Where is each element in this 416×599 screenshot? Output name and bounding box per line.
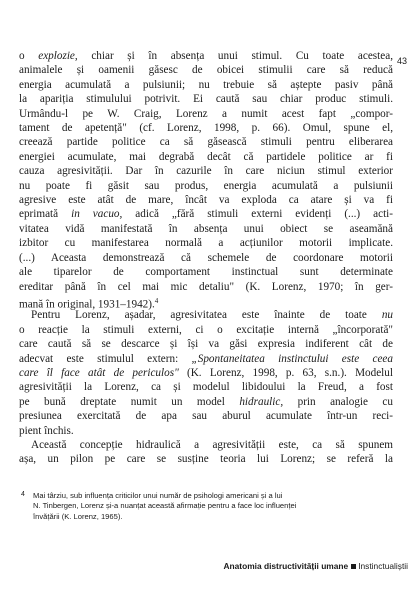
body-line: care îl face atât de periculos" (K. Lorenz, 1998, p. 63, s.n.). Modelul	[19, 366, 393, 379]
body-line: așa, un pilon pe care se susține teoria lui Lorenz; se referă la	[19, 453, 393, 466]
body-line: agresivității la Lorenz, ca și modelul libidoului la Freud, a fost	[19, 381, 393, 394]
body-line: pient închis.	[19, 424, 74, 437]
footnote-line: 4 Mai târziu, sub influența criticilor unui număr de psihologi americani și a lui	[21, 491, 283, 500]
body-line: presiunea exercitată de apa sau aburul acumulate într-un reci-	[19, 410, 393, 423]
body-line: Pentru Lorenz, așadar, agresivitatea este înainte de toate nu	[31, 309, 393, 322]
body-line: Această concepție hidraulică a agresivității este, ca să spunem	[31, 438, 393, 451]
body-line: animalele și oamenii găsesc de obicei stimulii care să reducă	[19, 64, 393, 77]
body-line: vitatea vidă manifestată în absența unui obiect se aseamănă	[19, 222, 393, 235]
running-footer	[223, 561, 408, 571]
body-line: o explozie, chiar și în absența unui stimul. Cu toate acestea,	[19, 50, 393, 62]
footer-book-title: Anatomia distructivității umane	[223, 561, 349, 571]
body-line: ereditar până în cel mai mic detaliu" (K. Lorenz, 1970; în ger-	[19, 280, 393, 293]
body-line: Urmându-l pe W. Craig, Lorenz a numit acest fapt „compor-	[19, 107, 393, 120]
body-line: care caută să se descarce și își va găsi expresia indiferent cât de	[19, 338, 393, 351]
body-line: (...) Aceasta demonstrează că schemele de coordonare motorii	[19, 251, 393, 264]
footer-chapter-title: Instinctualiștii	[358, 561, 408, 571]
body-line: adecvat este stimulul extern: „Spontaneitatea instinctului este ceea	[19, 352, 393, 365]
body-line: tament de apetență" (cf. Lorenz, 1998, p. 66). Omul, spune el,	[19, 122, 393, 135]
body-line: energiei acumulate, mai degrabă decât că partidele politice ar fi	[19, 150, 393, 163]
body-line: ale tiparelor de comportament instinctual sunt determinate	[19, 266, 393, 279]
footnote-marker: 4	[21, 491, 25, 498]
page-number: 43	[396, 56, 407, 66]
body-line: cauza agresivității. Dar în cazurile în care niciun stimul exterior	[19, 165, 393, 178]
footnote-reference: 4	[154, 296, 159, 305]
footnote-line: învățării (K. Lorenz, 1965).	[33, 511, 123, 521]
body-line: nu poate fi găsit sau produs, energia acumulată a pulsiunii	[19, 179, 393, 192]
body-text	[19, 49, 393, 467]
footnote	[19, 491, 389, 522]
body-line: la apariția stimulului potrivit. Ei caută sau chiar produc stimuli.	[19, 93, 393, 106]
footnote-line: N. Tinbergen, Lorenz și-a nuanțat această afirmație pentru a face loc influenței	[33, 501, 297, 511]
body-line: eprimată in vacuo, adică „fără stimuli externi evidenți (...) acti-	[19, 208, 394, 221]
body-line: pe bună dreptate numit un model hidraulic, prin analogie cu	[19, 395, 393, 408]
body-line: o reacție la stimuli externi, ci o excitație internă „încorporată"	[19, 323, 393, 336]
body-line: creează partide politice ca să găsească stimuli pentru eliberarea	[19, 136, 393, 149]
body-line: izbitor cu manifestarea normală a acțiunilor motorii implicate.	[19, 237, 393, 250]
body-line: mană în original, 1931–1942).$^4$	[19, 296, 159, 311]
body-line: energia acumulată a pulsiunii; nu trebuie să aștepte pasiv până	[19, 78, 393, 91]
body-line: agresive este atât de mare, încât va exploda ca atare și va fi	[19, 194, 393, 207]
square-bullet-icon	[351, 564, 356, 569]
